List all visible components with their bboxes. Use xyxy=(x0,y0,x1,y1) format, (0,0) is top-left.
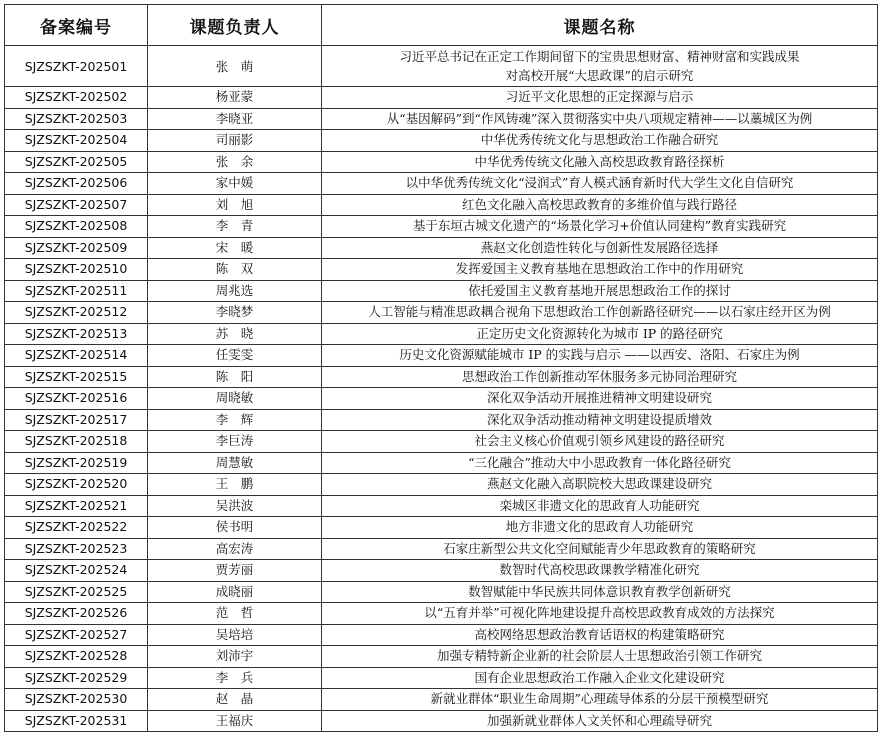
project-leader: 宋 暖 xyxy=(148,237,322,259)
project-title-line: 社会主义核心价值观引领乡风建设的路径研究 xyxy=(474,433,725,449)
project-title-line: 高校网络思想政治教育话语权的构建策略研究 xyxy=(474,626,725,642)
project-title xyxy=(322,538,878,560)
project-title-line: 人工智能与精准思政耦合视角下思想政治工作创新路径研究——以石家庄经开区为例 xyxy=(368,304,831,320)
project-title xyxy=(322,603,878,625)
project-leader: 刘沛宇 xyxy=(148,646,322,668)
table-row xyxy=(5,108,878,130)
project-title-line: 新就业群体“职业生命周期”心理疏导体系的分层干预模型研究 xyxy=(430,691,769,707)
project-title-line: 对高校开展“大思政课”的启示研究 xyxy=(505,68,694,83)
header-leader: 课题负责人 xyxy=(148,5,322,46)
project-leader: 司丽影 xyxy=(148,130,322,152)
project-title xyxy=(322,345,878,367)
project-leader: 李晓梦 xyxy=(148,302,322,324)
table-row xyxy=(5,431,878,453)
table-row xyxy=(5,517,878,539)
project-title xyxy=(322,646,878,668)
project-code: SJZSZKT-202508 xyxy=(5,216,148,238)
project-title xyxy=(322,216,878,238)
project-leader: 张 余 xyxy=(148,151,322,173)
project-leader: 李 辉 xyxy=(148,409,322,431)
project-code: SJZSZKT-202514 xyxy=(5,345,148,367)
project-code: SJZSZKT-202531 xyxy=(5,710,148,732)
table-row xyxy=(5,560,878,582)
table-row xyxy=(5,130,878,152)
project-title xyxy=(322,302,878,324)
project-title xyxy=(322,173,878,195)
project-leader: 陈 阳 xyxy=(148,366,322,388)
project-title xyxy=(322,431,878,453)
project-title xyxy=(322,388,878,410)
table-row xyxy=(5,151,878,173)
project-code: SJZSZKT-202516 xyxy=(5,388,148,410)
table-row xyxy=(5,409,878,431)
project-title xyxy=(322,151,878,173)
table-row xyxy=(5,452,878,474)
project-leader: 成晓丽 xyxy=(148,581,322,603)
project-leader: 贾芳丽 xyxy=(148,560,322,582)
project-title-line: 石家庄新型公共文化空间赋能青少年思政教育的策略研究 xyxy=(443,540,756,556)
project-code: SJZSZKT-202517 xyxy=(5,409,148,431)
project-title-line: 国有企业思想政治工作融入企业文化建设研究 xyxy=(474,669,725,685)
project-title xyxy=(322,452,878,474)
project-table xyxy=(4,4,878,732)
table-row xyxy=(5,46,878,87)
project-title-line: 习近平总书记在正定工作期间留下的宝贵思想财富、精神财富和实践成果 xyxy=(399,49,800,64)
project-title-line: 深化双争活动开展推进精神文明建设研究 xyxy=(486,390,712,406)
project-leader: 李巨涛 xyxy=(148,431,322,453)
project-title-line: 发挥爱国主义教育基地在思想政治工作中的作用研究 xyxy=(455,261,744,277)
project-leader: 范 哲 xyxy=(148,603,322,625)
project-title xyxy=(322,280,878,302)
project-title-line: 数智赋能中华民族共同体意识教育教学创新研究 xyxy=(468,583,731,599)
project-title xyxy=(322,194,878,216)
project-title xyxy=(322,237,878,259)
project-title xyxy=(322,108,878,130)
project-title-line: 栾城区非遗文化的思政育人功能研究 xyxy=(499,497,700,513)
project-code: SJZSZKT-202529 xyxy=(5,667,148,689)
project-title-line: 正定历史文化资源转化为城市 IP 的路径研究 xyxy=(476,325,723,341)
project-code: SJZSZKT-202522 xyxy=(5,517,148,539)
project-title xyxy=(322,689,878,711)
project-code: SJZSZKT-202530 xyxy=(5,689,148,711)
project-title-line: 从“基因解码”到“作风铸魂”深入贯彻落实中央八项规定精神——以藁城区为例 xyxy=(386,110,813,126)
project-title-line: 以“五育并举”可视化阵地建设提升高校思政教育成效的方法探究 xyxy=(424,605,775,621)
project-leader: 刘 旭 xyxy=(148,194,322,216)
table-row xyxy=(5,667,878,689)
project-code: SJZSZKT-202502 xyxy=(5,87,148,109)
project-code: SJZSZKT-202501 xyxy=(5,46,148,87)
project-code: SJZSZKT-202528 xyxy=(5,646,148,668)
project-title-line: 深化双争活动推动精神文明建设提质增效 xyxy=(486,411,712,427)
project-title-line: 中华优秀传统文化与思想政治工作融合研究 xyxy=(480,132,719,148)
project-leader: 陈 双 xyxy=(148,259,322,281)
project-title xyxy=(322,46,878,87)
project-title xyxy=(322,710,878,732)
project-code: SJZSZKT-202519 xyxy=(5,452,148,474)
project-title xyxy=(322,517,878,539)
project-title xyxy=(322,130,878,152)
project-code: SJZSZKT-202526 xyxy=(5,603,148,625)
table-row xyxy=(5,173,878,195)
table-row xyxy=(5,624,878,646)
project-leader: 李晓亚 xyxy=(148,108,322,130)
project-leader: 李 青 xyxy=(148,216,322,238)
project-title-line: 以中华优秀传统文化“浸润式”育人模式涵育新时代大学生文化自信研究 xyxy=(405,175,794,191)
project-code: SJZSZKT-202504 xyxy=(5,130,148,152)
project-title xyxy=(322,667,878,689)
table-row xyxy=(5,603,878,625)
header-code: 备案编号 xyxy=(5,5,148,46)
project-title-line: 燕赵文化创造性转化与创新性发展路径选择 xyxy=(480,239,719,255)
project-code: SJZSZKT-202511 xyxy=(5,280,148,302)
project-title xyxy=(322,87,878,109)
table-row xyxy=(5,237,878,259)
project-code: SJZSZKT-202503 xyxy=(5,108,148,130)
project-code: SJZSZKT-202507 xyxy=(5,194,148,216)
table-row xyxy=(5,538,878,560)
project-code: SJZSZKT-202518 xyxy=(5,431,148,453)
project-title xyxy=(322,323,878,345)
table-row xyxy=(5,87,878,109)
project-title xyxy=(322,581,878,603)
project-title xyxy=(322,409,878,431)
project-leader: 侯书明 xyxy=(148,517,322,539)
project-code: SJZSZKT-202521 xyxy=(5,495,148,517)
project-code: SJZSZKT-202525 xyxy=(5,581,148,603)
project-leader: 家中媛 xyxy=(148,173,322,195)
project-leader: 李 兵 xyxy=(148,667,322,689)
project-title-line: 加强新就业群体人文关怀和心理疏导研究 xyxy=(486,712,712,728)
project-code: SJZSZKT-202513 xyxy=(5,323,148,345)
table-row xyxy=(5,495,878,517)
table-row xyxy=(5,323,878,345)
project-title xyxy=(322,624,878,646)
table-row xyxy=(5,280,878,302)
project-title-line: 基于东垣古城文化遗产的“场景化学习+价值认同建构”教育实践研究 xyxy=(412,218,787,234)
table-row xyxy=(5,345,878,367)
project-leader: 杨亚蒙 xyxy=(148,87,322,109)
project-title-line: 历史文化资源赋能城市 IP 的实践与启示 ——以西安、洛阳、石家庄为例 xyxy=(399,347,800,363)
table-row xyxy=(5,581,878,603)
table-body xyxy=(5,46,878,732)
project-leader: 高宏涛 xyxy=(148,538,322,560)
project-title-line: “三化融合”推动大中小思政教育一体化路径研究 xyxy=(468,454,731,470)
project-leader: 王 鹏 xyxy=(148,474,322,496)
project-code: SJZSZKT-202524 xyxy=(5,560,148,582)
project-code: SJZSZKT-202523 xyxy=(5,538,148,560)
table-row xyxy=(5,646,878,668)
project-title-line: 习近平文化思想的正定探源与启示 xyxy=(505,89,694,105)
project-code: SJZSZKT-202506 xyxy=(5,173,148,195)
project-code: SJZSZKT-202515 xyxy=(5,366,148,388)
project-leader: 任雯雯 xyxy=(148,345,322,367)
project-leader: 周兆选 xyxy=(148,280,322,302)
project-title-line: 思想政治工作创新推动军休服务多元协同治理研究 xyxy=(461,368,737,384)
project-leader: 周晓敏 xyxy=(148,388,322,410)
table-row xyxy=(5,194,878,216)
project-code: SJZSZKT-202505 xyxy=(5,151,148,173)
table-row xyxy=(5,302,878,324)
project-title-line: 依托爱国主义教育基地开展思想政治工作的探讨 xyxy=(468,282,731,298)
project-title-line: 燕赵文化融入高职院校大思政课建设研究 xyxy=(486,476,712,492)
header-title: 课题名称 xyxy=(322,5,878,46)
project-title-line: 中华优秀传统文化融入高校思政教育路径探析 xyxy=(474,153,725,169)
project-leader: 周慧敏 xyxy=(148,452,322,474)
table-row xyxy=(5,388,878,410)
table-row xyxy=(5,689,878,711)
project-title xyxy=(322,474,878,496)
project-code: SJZSZKT-202510 xyxy=(5,259,148,281)
project-code: SJZSZKT-202509 xyxy=(5,237,148,259)
project-title xyxy=(322,495,878,517)
table-row xyxy=(5,710,878,732)
project-leader: 苏 晓 xyxy=(148,323,322,345)
project-title xyxy=(322,259,878,281)
table-row xyxy=(5,474,878,496)
table-row xyxy=(5,216,878,238)
project-leader: 王福庆 xyxy=(148,710,322,732)
project-leader: 赵 晶 xyxy=(148,689,322,711)
project-code: SJZSZKT-202520 xyxy=(5,474,148,496)
project-leader: 吴培培 xyxy=(148,624,322,646)
header-row xyxy=(5,5,878,46)
project-code: SJZSZKT-202512 xyxy=(5,302,148,324)
project-leader: 张 萌 xyxy=(148,46,322,87)
project-title xyxy=(322,366,878,388)
project-title-line: 地方非遗文化的思政育人功能研究 xyxy=(505,519,694,535)
table-row xyxy=(5,366,878,388)
project-title-line: 红色文化融入高校思政教育的多维价值与践行路径 xyxy=(461,196,737,212)
project-title-line: 数智时代高校思政课教学精准化研究 xyxy=(499,562,700,578)
project-title xyxy=(322,560,878,582)
project-leader: 吴洪波 xyxy=(148,495,322,517)
project-code: SJZSZKT-202527 xyxy=(5,624,148,646)
table-row xyxy=(5,259,878,281)
project-title-line: 加强专精特新企业新的社会阶层人士思想政治引领工作研究 xyxy=(436,648,762,664)
